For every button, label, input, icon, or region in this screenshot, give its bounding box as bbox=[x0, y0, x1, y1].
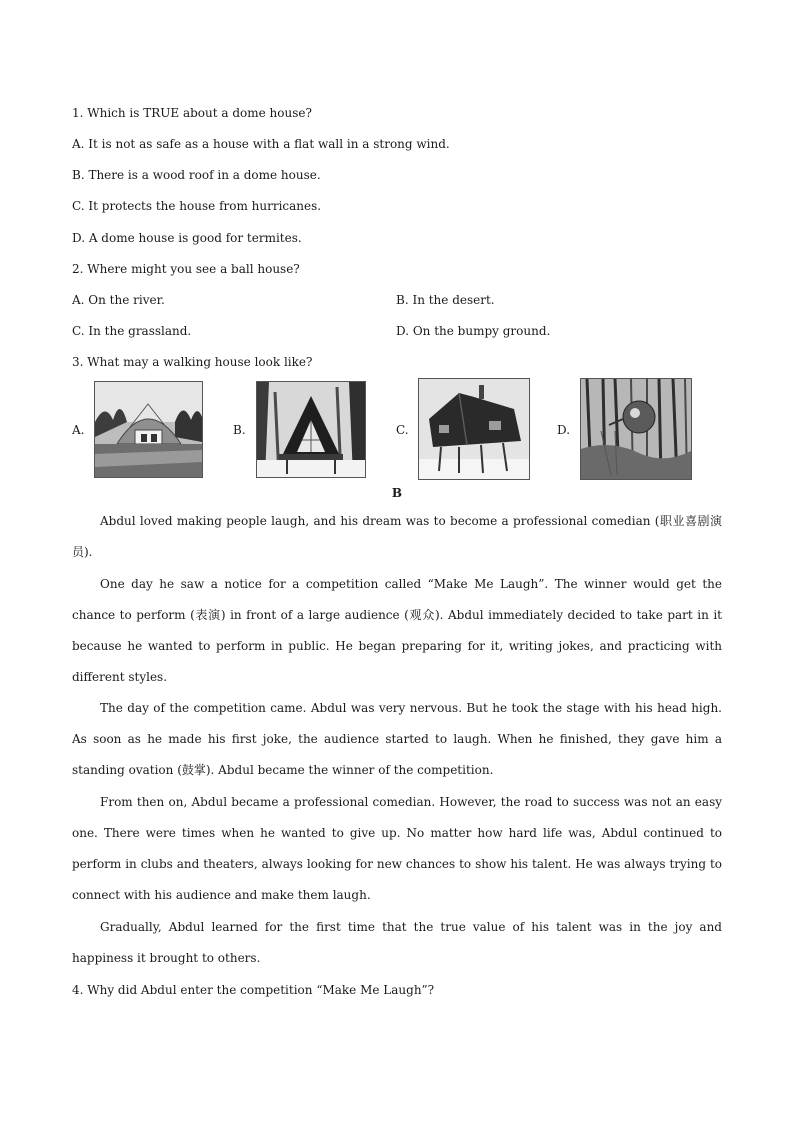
question-3: 3. What may a walking house look like? bbox=[72, 355, 313, 369]
passage-paragraph-2: One day he saw a notice for a competition called “Make Me Laugh”. The winner would get the chance to perform (表演) in front of a large audience (观众). Abdul immediately decided to take part in it because he wanted to perform in public. He began preparing for it, writing jokes, and practicing with different styles. bbox=[72, 577, 722, 684]
passage-paragraph-4: From then on, Abdul became a professional comedian. However, the road to success was not an easy one. There were times when he wanted to give up. No matter how hard life was, Abdul continued to perform in clubs and theaters, always looking for new chances to show his talent. He was always trying to connect with his audience and make them laugh. bbox=[72, 795, 722, 902]
question-4: 4. Why did Abdul enter the competition “Make Me Laugh”? bbox=[72, 983, 435, 997]
question-3-label-c: C. bbox=[396, 423, 409, 437]
question-2: 2. Where might you see a ball house? bbox=[72, 262, 300, 276]
question-1-option-c: C. It protects the house from hurricanes. bbox=[72, 199, 322, 213]
walking-house-photo bbox=[418, 378, 530, 480]
question-1-option-a: A. It is not as safe as a house with a flat wall in a strong wind. bbox=[72, 137, 450, 151]
question-2-option-b: B. In the desert. bbox=[396, 293, 495, 307]
a-frame-house-photo bbox=[256, 381, 366, 478]
question-1: 1. Which is TRUE about a dome house? bbox=[72, 106, 312, 120]
question-2-option-c: C. In the grassland. bbox=[72, 324, 192, 338]
passage-paragraph-1: Abdul loved making people laugh, and his dream was to become a professional comedian (职业喜剧演员). bbox=[72, 514, 722, 559]
passage-paragraph-3: The day of the competition came. Abdul was very nervous. But he took the stage with his head high. As soon as he made his first joke, the audience started to laugh. When he finished, they gave him a standing ovation (鼓掌). Abdul became the winner of the competition. bbox=[72, 701, 722, 777]
ball-house-photo bbox=[580, 378, 692, 480]
question-3-label-b: B. bbox=[233, 423, 246, 437]
question-2-option-d: D. On the bumpy ground. bbox=[396, 324, 551, 338]
question-3-label-d: D. bbox=[557, 423, 571, 437]
section-letter: B bbox=[391, 486, 403, 500]
passage-paragraph-5: Gradually, Abdul learned for the first time that the true value of his talent was in the joy and happiness it brought to others. bbox=[72, 920, 722, 965]
question-2-option-a: A. On the river. bbox=[72, 293, 165, 307]
question-3-label-a: A. bbox=[72, 423, 85, 437]
question-1-option-b: B. There is a wood roof in a dome house. bbox=[72, 168, 321, 182]
question-1-option-d: D. A dome house is good for termites. bbox=[72, 231, 302, 245]
dome-house-photo bbox=[94, 381, 203, 478]
